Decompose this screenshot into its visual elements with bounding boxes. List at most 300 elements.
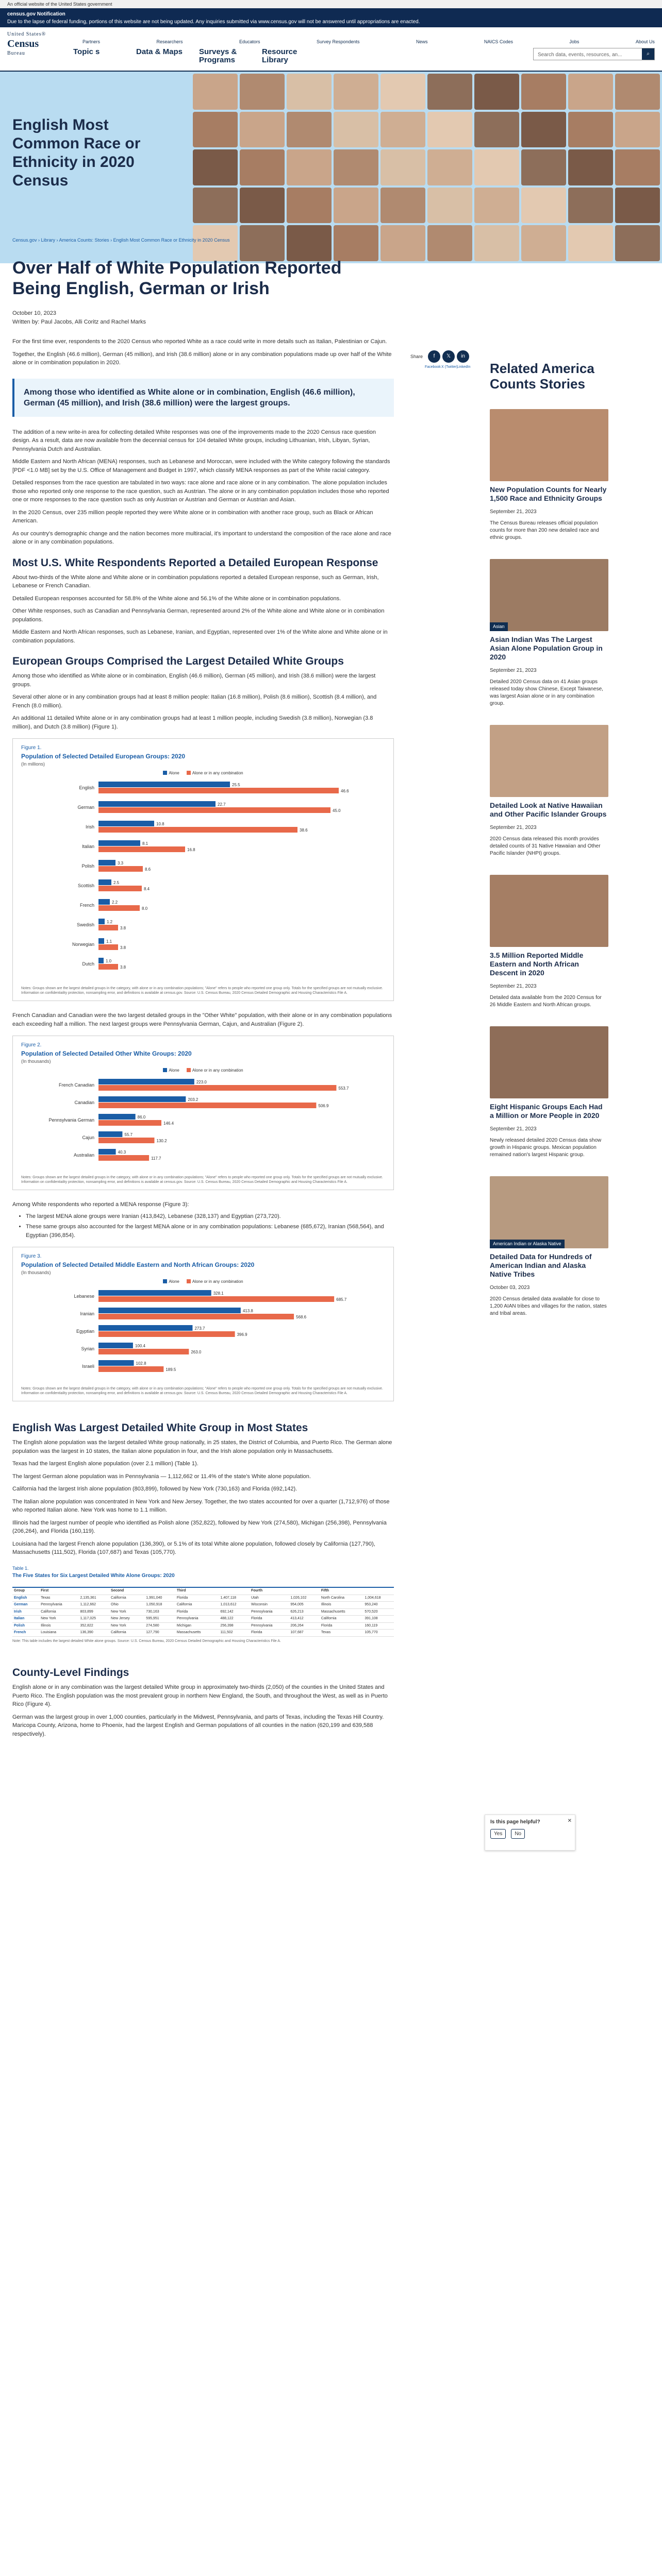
bar-combination xyxy=(98,944,118,950)
table-cell: Texas xyxy=(39,1595,78,1602)
hero-photo xyxy=(615,188,660,224)
table-cell: 2,135,361 xyxy=(78,1595,109,1602)
bar-alone xyxy=(98,899,110,905)
hero-photo xyxy=(474,74,519,110)
nav-surveys[interactable]: Surveys & Programs xyxy=(199,47,237,64)
category-label: Swedish xyxy=(76,922,94,927)
table-cell: Irish xyxy=(12,1608,39,1616)
figure-2 xyxy=(12,1036,394,1190)
data-label: 25.5 xyxy=(232,782,240,787)
official-text: An official website of the United States government xyxy=(7,2,112,7)
story-description: 2020 Census data released this month provides detailed counts of 31 Native Hawaiian and Other Pacific Islander (NHPI) groups. xyxy=(490,836,601,856)
notice-text: Due to the lapse of federal funding, portions of this website are not being updated. Any inquiries submitted via www.census.gov will not be answered until appropriations are enacted. xyxy=(7,19,420,25)
bar-alone xyxy=(98,919,105,924)
data-label: 8.1 xyxy=(142,841,148,846)
bar-alone xyxy=(98,801,216,807)
util-news[interactable]: News xyxy=(416,39,428,44)
data-label: 1.2 xyxy=(107,919,113,924)
bar-combination xyxy=(98,905,140,911)
table-cell: California xyxy=(39,1608,78,1616)
table-cell: Pennsylvania xyxy=(250,1622,289,1630)
util-naics[interactable]: NAICS Codes xyxy=(484,39,513,44)
article xyxy=(12,258,394,1738)
bar-combination xyxy=(98,1085,336,1091)
sidebar-title: Related America Counts Stories xyxy=(490,361,594,392)
hero-photo xyxy=(521,149,566,185)
category-label: Dutch xyxy=(82,961,94,967)
hero-photo xyxy=(474,149,519,185)
chart-legend xyxy=(21,1279,385,1285)
table-cell: Florida xyxy=(250,1616,289,1623)
bar-alone xyxy=(98,860,115,866)
bar-combination xyxy=(98,788,339,793)
bar-alone xyxy=(98,821,154,826)
story-card[interactable] xyxy=(490,725,608,857)
utility-nav xyxy=(82,39,655,46)
bar-combination xyxy=(98,1366,163,1372)
category-label: Norwegian xyxy=(72,941,94,947)
story-card[interactable] xyxy=(490,409,608,541)
hero-photo xyxy=(568,149,613,185)
story-title[interactable]: Detailed Data for Hundreds of American Indian and Alaska Native Tribes xyxy=(490,1252,592,1278)
table-header xyxy=(144,1587,175,1595)
bar-combination xyxy=(98,1331,235,1337)
paragraph: Other White responses, such as Canadian and Pennsylvania German, represented around 2% of the White alone and White alone or in combination populations. xyxy=(12,608,385,623)
legend-combo: Alone or in any combination xyxy=(187,770,243,776)
figure-label: Figure 3. xyxy=(21,1253,42,1259)
table-cell: 413,412 xyxy=(289,1616,320,1623)
hero-photo xyxy=(615,225,660,261)
bar-alone xyxy=(98,938,104,944)
hero-photo xyxy=(287,74,332,110)
data-label: 223.0 xyxy=(196,1079,207,1084)
story-tag: American Indian or Alaska Native xyxy=(490,1240,565,1249)
data-label: 3.3 xyxy=(118,860,124,866)
hero-photo xyxy=(380,225,425,261)
hero-photo xyxy=(193,112,238,148)
hero-photo xyxy=(427,188,472,224)
table-cell: 105,770 xyxy=(363,1630,394,1637)
hero-photo xyxy=(474,225,519,261)
story-title[interactable]: Eight Hispanic Groups Each Had a Million or More People in 2020 xyxy=(490,1103,603,1120)
paragraph: Together, the English (46.6 million), German (45 million), and Irish (38.6 million) alone or in any combination populations made up over half of the White alone or in combination population in 2020. xyxy=(12,351,392,366)
hero-photo xyxy=(334,112,378,148)
table-title: The Five States for Six Largest Detailed White Alone Groups: 2020 xyxy=(12,1573,175,1579)
util-educators[interactable]: Educators xyxy=(239,39,260,44)
data-label: 413.8 xyxy=(242,1308,253,1313)
hero-photo xyxy=(568,188,613,224)
figure-subtitle: (In thousands) xyxy=(21,1059,51,1064)
feedback-no-button[interactable]: No xyxy=(511,1829,525,1839)
search-icon[interactable]: ⌕ xyxy=(642,48,654,60)
hero-banner xyxy=(0,72,662,263)
hero-photo xyxy=(334,149,378,185)
paragraph: An additional 11 detailed White alone or in any combination groups had at least 1 million people, including Swedish (3.8 million), Norwegian (3.8 million), and Dutch (3.8 million) (Figure 1). xyxy=(12,715,373,730)
category-label: Italian xyxy=(81,843,94,849)
bar-alone xyxy=(98,1079,194,1084)
bar-combination xyxy=(98,1296,334,1302)
facebook-label: Facebook xyxy=(425,365,441,369)
article-title: Over Half of White Population Reported Being English, German or Irish xyxy=(12,258,342,298)
hero-photo xyxy=(334,74,378,110)
table-cell: California xyxy=(109,1630,144,1637)
data-table xyxy=(12,1587,394,1637)
table-cell: 1,026,102 xyxy=(289,1595,320,1602)
story-date: September 21, 2023 xyxy=(490,668,537,673)
category-label: Israeli xyxy=(81,1363,94,1369)
table-cell: 626,213 xyxy=(289,1608,320,1616)
data-label: 1.0 xyxy=(106,958,112,963)
hero-photo xyxy=(334,225,378,261)
hero-photo xyxy=(240,225,285,261)
hero-photo xyxy=(287,225,332,261)
hero-photo xyxy=(240,112,285,148)
util-about[interactable]: About Us xyxy=(635,39,655,44)
data-label: 8.4 xyxy=(144,886,150,891)
story-title[interactable]: Detailed Look at Native Hawaiian and Other Pacific Islander Groups xyxy=(490,801,607,818)
figure-1-chart xyxy=(21,778,382,979)
table-cell: Illinois xyxy=(39,1622,78,1630)
table-cell: 127,790 xyxy=(144,1630,175,1637)
category-label: Iranian xyxy=(80,1311,94,1316)
table-cell: 595,951 xyxy=(144,1616,175,1623)
story-card[interactable] xyxy=(490,559,608,707)
hero-photo xyxy=(380,74,425,110)
search-placeholder: Search data, events, resources, an... xyxy=(538,52,622,58)
bullet-item: • These same groups also accounted for the largest MENA alone or in any combination populations: Lebanese (685,672), Iranian (568,564), and Egyptian (396,854). xyxy=(26,1223,394,1240)
official-banner xyxy=(0,0,662,8)
bullet-list xyxy=(26,1212,394,1240)
figure-1 xyxy=(12,738,394,1001)
story-title[interactable]: 3.5 Million Reported Middle Eastern and North African Descent in 2020 xyxy=(490,951,584,977)
notification-banner xyxy=(0,8,662,27)
bar-combination xyxy=(98,1103,316,1108)
table-row xyxy=(12,1622,394,1630)
figure-subtitle: (In thousands) xyxy=(21,1270,51,1275)
logo-line2: Census xyxy=(7,38,39,49)
feedback-widget xyxy=(485,1815,575,1851)
table-header xyxy=(363,1587,394,1595)
paragraph: English alone or in any combination was the largest detailed White group in approximately two-thirds (2,050) of the counties in the United States and Puerto Rico. The English population was the most prevalent group in northern New England, the South, and throughout the West, as well as in Puerto Rico (Figure 4). xyxy=(12,1684,388,1707)
category-label: Canadian xyxy=(74,1099,94,1105)
table-cell: Michigan xyxy=(175,1622,219,1630)
data-label: 396.9 xyxy=(237,1332,247,1337)
x-twitter-icon[interactable]: 𝕏 xyxy=(442,350,455,363)
story-card[interactable] xyxy=(490,875,608,1009)
legend-alone: Alone xyxy=(163,770,179,776)
figure-notes: Notes: Groups shown are the largest detailed groups in the category, with alone or in any combination populations; "Alone" refers to people who reported one group only. Totals for the specified groups are not mutually exclusive. Information on confidentiality protection, nonsampling error, and definitions is available at census.gov. Source: U.S. Census Bureau, 2020 Census Detailed Demographic and Housing Characteristics File A. xyxy=(21,1176,383,1184)
table-cell: New York xyxy=(109,1608,144,1616)
data-label: 203.2 xyxy=(188,1097,198,1102)
hero-photo xyxy=(615,74,660,110)
figure-title: Population of Selected Detailed Middle Eastern and North African Groups: 2020 xyxy=(21,1261,255,1268)
table-cell: California xyxy=(109,1595,144,1602)
table-cell: 803,899 xyxy=(78,1608,109,1616)
table-cell: 692,142 xyxy=(219,1608,250,1616)
bar-combination xyxy=(98,866,143,872)
bar-alone xyxy=(98,840,140,846)
story-card[interactable] xyxy=(490,1176,608,1317)
table-cell: 1,004,618 xyxy=(363,1595,394,1602)
breadcrumb[interactable]: Census.gov › Library › America Counts: Stories › English Most Common Race or Ethnicity in 2020 Census xyxy=(12,238,230,243)
category-label: Egyptian xyxy=(76,1328,94,1334)
category-label: Scottish xyxy=(77,883,94,888)
bar-alone xyxy=(98,958,104,963)
table-cell: 730,163 xyxy=(144,1608,175,1616)
paragraph: In the 2020 Census, over 235 million people reported they were White alone or in combination with another race group, such as Black or African American. xyxy=(12,509,373,524)
logo-line3: Bureau xyxy=(7,50,25,56)
data-label: 130.2 xyxy=(156,1138,167,1143)
section-heading: Most U.S. White Respondents Reported a Detailed European Response xyxy=(12,556,378,569)
figure-2-chart xyxy=(21,1076,382,1168)
data-label: 100.4 xyxy=(135,1343,145,1348)
table-cell: Florida xyxy=(250,1630,289,1637)
bar-combination xyxy=(98,1314,294,1319)
site-header xyxy=(0,27,662,72)
table-cell: North Carolina xyxy=(320,1595,363,1602)
category-label: German xyxy=(77,804,94,810)
table-row xyxy=(12,1595,394,1602)
data-label: 102.8 xyxy=(136,1361,146,1366)
story-date: September 21, 2023 xyxy=(490,984,537,989)
hero-photo xyxy=(615,149,660,185)
table-cell: Pennsylvania xyxy=(39,1602,78,1609)
util-respondents[interactable]: Survey Respondents xyxy=(316,39,360,44)
table-cell: Florida xyxy=(175,1595,219,1602)
chart-legend xyxy=(21,770,385,776)
paragraph: California had the largest Irish alone population (803,899), followed by New York (730,163) and Florida (692,142). xyxy=(12,1486,297,1492)
table-cell: 206,264 xyxy=(289,1622,320,1630)
twitter-label: X (Twitter) xyxy=(441,365,458,369)
bar-combination xyxy=(98,964,118,970)
paragraph: Among White respondents who reported a MENA response (Figure 3): xyxy=(12,1201,189,1208)
data-label: 8.6 xyxy=(145,867,151,872)
bar-alone xyxy=(98,782,230,787)
util-jobs[interactable]: Jobs xyxy=(569,39,580,44)
table-cell: 391,108 xyxy=(363,1616,394,1623)
category-label: Irish xyxy=(85,824,94,829)
story-card[interactable] xyxy=(490,1026,608,1159)
figure-3 xyxy=(12,1247,394,1401)
hero-photo xyxy=(615,112,660,148)
util-researchers[interactable]: Researchers xyxy=(156,39,183,44)
paragraph: The addition of a new write-in area for collecting detailed White responses was one of the improvements made to the 2020 Census race question design. As a result, data are now available from the decennial census for 104 detailed White groups, including Lithuanian, Irish, Libyan, Syrian, Pennsylvania Dutch and Australian. xyxy=(12,429,376,452)
table-cell: Pennsylvania xyxy=(250,1608,289,1616)
feedback-yes-button[interactable]: Yes xyxy=(490,1829,506,1839)
bar-alone xyxy=(98,1308,241,1313)
category-label: Pennsylvania German xyxy=(48,1117,94,1123)
table-cell: 954,005 xyxy=(289,1602,320,1609)
table-cell: California xyxy=(175,1602,219,1609)
data-label: 189.5 xyxy=(166,1367,176,1372)
bar-combination xyxy=(98,886,142,891)
bullet-item: • The largest MENA alone groups were Iranian (413,842), Lebanese (328,137) and Egyptian (273,720). xyxy=(26,1212,394,1221)
table-note: Note: This table includes the largest detailed White alone groups. Source: U.S. Census Bureau, 2020 Census Detailed Demographic and Housing Characteristics File A. xyxy=(12,1639,281,1643)
category-label: Syrian xyxy=(81,1346,94,1351)
table-cell: English xyxy=(12,1595,39,1602)
story-image[interactable] xyxy=(490,1026,608,1098)
story-title[interactable]: Asian Indian Was The Largest Asian Alone Population Group in 2020 xyxy=(490,635,603,661)
paragraph: As our country's demographic change and the nation becomes more multiracial, it's important to understand the composition of the race alone and race alone or in any combination populations. xyxy=(12,530,391,545)
paragraph: Texas had the largest English alone population (over 2.1 million) (Table 1). xyxy=(12,1461,198,1467)
hero-photo xyxy=(193,188,238,224)
table-cell: 136,390 xyxy=(78,1630,109,1637)
table-cell: French xyxy=(12,1630,39,1637)
table-header xyxy=(289,1587,320,1595)
legend-alone: Alone xyxy=(163,1067,179,1074)
table-cell: 953,240 xyxy=(363,1602,394,1609)
paragraph: Illinois had the largest number of people who identified as Polish alone (352,822), followed by New York (274,580), Michigan (256,398), Pennsylvania (206,264), and Florida (160,119). xyxy=(12,1519,387,1534)
nav-data-maps[interactable]: Data & Maps xyxy=(136,47,183,56)
data-label: 22.7 xyxy=(218,802,226,807)
table-cell: Texas xyxy=(320,1630,363,1637)
hero-photo xyxy=(521,188,566,224)
feedback-question: Is this page helpful? xyxy=(490,1819,540,1825)
bar-alone xyxy=(98,1131,122,1137)
data-label: 40.3 xyxy=(118,1149,126,1155)
search-input[interactable] xyxy=(533,48,655,60)
bar-combination xyxy=(98,827,297,833)
linkedin-label: LinkedIn xyxy=(457,365,471,369)
table-cell: 1,050,918 xyxy=(144,1602,175,1609)
story-date: October 03, 2023 xyxy=(490,1285,530,1291)
census-logo[interactable] xyxy=(7,30,68,63)
table-cell: 352,822 xyxy=(78,1622,109,1630)
paragraph: Middle Eastern and North African (MENA) responses, such as Lebanese and Moroccan, were included with the White category following the standards [PDF <1.0 MB] set by the U.S. Office of Management and Budget in 1997, which classify MENA responses as part of the White racial category. xyxy=(12,459,390,473)
figure-title: Population of Selected Detailed European Groups: 2020 xyxy=(21,753,186,760)
paragraph: The largest German alone population was in Pennsylvania — 1,112,662 or 11.4% of the state's White alone population. xyxy=(12,1473,311,1480)
hero-photo xyxy=(521,225,566,261)
category-label: Australian xyxy=(73,1152,94,1158)
bar-alone xyxy=(98,1149,116,1155)
hero-photo-grid xyxy=(191,72,662,263)
bar-combination xyxy=(98,1349,189,1354)
story-title[interactable]: New Population Counts for Nearly 1,500 Race and Ethnicity Groups xyxy=(490,485,607,502)
table-cell: 488,122 xyxy=(219,1616,250,1623)
figure-notes: Notes: Groups shown are the largest detailed groups in the category, with alone or in any combination populations; "Alone" refers to people who reported one group only. Totals for the specified groups are not mutually exclusive. Information on confidentiality protection, nonsampling error, and definitions is available at census.gov. Source: U.S. Census Bureau, 2020 Census Detailed Demographic and Housing Characteristics File A. xyxy=(21,1387,383,1395)
story-date: September 21, 2023 xyxy=(490,825,537,831)
category-label: Polish xyxy=(81,863,94,869)
table-cell: New York xyxy=(39,1616,78,1623)
section-heading: County-Level Findings xyxy=(12,1667,129,1679)
story-image[interactable] xyxy=(490,559,608,631)
bar-alone xyxy=(98,1325,192,1331)
table-cell: Massachusetts xyxy=(175,1630,219,1637)
related-stories xyxy=(490,361,608,1317)
category-label: French xyxy=(79,902,94,908)
table-cell: New York xyxy=(109,1622,144,1630)
article-date: October 10, 2023 xyxy=(12,310,57,316)
hero-photo xyxy=(568,225,613,261)
story-image[interactable] xyxy=(490,725,608,797)
data-label: 146.4 xyxy=(163,1121,174,1126)
story-description: Detailed 2020 Census data on 41 Asian groups released today show Chinese, Except Taiwanese, was largest Asian alone or in any combination group. xyxy=(490,679,603,706)
figure-label: Figure 2. xyxy=(21,1042,42,1048)
data-label: 506.9 xyxy=(318,1103,329,1108)
bar-combination xyxy=(98,1120,161,1126)
hero-photo xyxy=(568,112,613,148)
table-cell: Florida xyxy=(175,1608,219,1616)
table-header: Third xyxy=(175,1587,219,1595)
data-label: 273.7 xyxy=(194,1326,205,1331)
data-label: 86.0 xyxy=(137,1114,146,1120)
nav-library[interactable]: Resource Library xyxy=(262,47,297,64)
hero-photo xyxy=(380,112,425,148)
data-label: 117.7 xyxy=(151,1156,161,1161)
figure-label: Figure 1. xyxy=(21,745,42,751)
table-row xyxy=(12,1616,394,1623)
story-description: Detailed data available from the 2020 Census for 26 Middle Eastern and North African groups. xyxy=(490,995,602,1008)
close-icon[interactable]: ✕ xyxy=(567,1818,572,1824)
table-cell: Louisiana xyxy=(39,1630,78,1637)
table-cell: 107,687 xyxy=(289,1630,320,1637)
chart-legend xyxy=(21,1067,385,1074)
category-label: French Canadian xyxy=(58,1082,94,1088)
section-heading: English Was Largest Detailed White Group in Most States xyxy=(12,1422,308,1434)
category-label: Lebanese xyxy=(74,1293,94,1299)
nav-topics[interactable]: Topic s xyxy=(73,47,100,56)
hero-photo xyxy=(240,149,285,185)
table-cell: 274,580 xyxy=(144,1622,175,1630)
table-cell: Ohio xyxy=(109,1602,144,1609)
logo-line1: United States® xyxy=(7,31,46,37)
figure-subtitle: (In millions) xyxy=(21,761,45,767)
table-cell: 256,398 xyxy=(219,1622,250,1630)
table-cell: 1,407,118 xyxy=(219,1595,250,1602)
legend-alone: Alone xyxy=(163,1279,179,1285)
category-label: Cajun xyxy=(82,1134,94,1140)
table-cell: California xyxy=(320,1616,363,1623)
figure-notes: Notes: Groups shown are the largest detailed groups in the category, with alone or in any combination populations; "Alone" refers to people who reported one group only. Totals for the specified groups are not mutually exclusive. Information on confidentiality protection, nonsampling error, and definitions is available at census.gov. Source: U.S. Census Bureau, 2020 Census Detailed Demographic and Housing Characteristics File A. xyxy=(21,987,383,995)
table-cell: Florida xyxy=(320,1622,363,1630)
hero-photo xyxy=(474,188,519,224)
story-description: Newly released detailed 2020 Census data show growth in Hispanic groups. Mexican population remained nation's largest Hispanic group. xyxy=(490,1138,602,1158)
table-cell: German xyxy=(12,1602,39,1609)
bar-alone xyxy=(98,1114,136,1120)
article-byline: Written by: Paul Jacobs, Alli Coritz and Rachel Marks xyxy=(12,318,146,325)
story-date: September 21, 2023 xyxy=(490,509,537,515)
paragraph: Several other alone or in any combination groups had at least 8 million people: Italian (16.8 million), Polish (8.6 million), Scottish (8.4 million), and French (8.0 million). xyxy=(12,694,377,709)
hero-photo xyxy=(334,188,378,224)
paragraph: For the first time ever, respondents to the 2020 Census who reported White as a race could write in more details such as Italian, Palestinian or Cajun. xyxy=(12,338,387,345)
bar-alone xyxy=(98,1290,211,1296)
legend-combo: Alone or in any combination xyxy=(187,1279,243,1285)
bar-combination xyxy=(98,1138,155,1143)
data-label: 263.0 xyxy=(191,1349,202,1354)
story-image[interactable] xyxy=(490,409,608,481)
table-header xyxy=(78,1587,109,1595)
section-heading: European Groups Comprised the Largest Detailed White Groups xyxy=(12,655,344,667)
table-cell: Utah xyxy=(250,1595,289,1602)
pull-quote: Among those who identified as White alone or in combination, English (46.6 million), German (45 million), and Irish (38.6 million) were the largest groups. xyxy=(12,379,394,417)
data-label: 2.2 xyxy=(112,900,118,905)
linkedin-icon[interactable]: in xyxy=(457,350,469,363)
hero-photo xyxy=(521,74,566,110)
paragraph: The Italian alone population was concentrated in New York and New Jersey. Together, the two states accounted for over a quarter (1,712,976) of those who reported Italian alone. New York was home to 1.1 million. xyxy=(12,1498,390,1513)
bar-combination xyxy=(98,807,330,813)
data-label: 45.0 xyxy=(333,808,341,813)
bar-combination xyxy=(98,1155,149,1161)
table-cell: Pennsylvania xyxy=(175,1616,219,1623)
paragraph: Louisiana had the largest French alone population (136,390), or 5.1% of its total White alone population, followed closely by California (127,790), Massachusetts (111,502), Florida (107,687) and Texas (105,770). xyxy=(12,1540,375,1555)
hero-photo xyxy=(380,188,425,224)
util-partners[interactable]: Partners xyxy=(82,39,101,44)
table-header: Fifth xyxy=(320,1587,363,1595)
facebook-icon[interactable]: f xyxy=(428,350,440,363)
story-image[interactable] xyxy=(490,1176,608,1248)
bar-alone xyxy=(98,1360,134,1366)
story-image[interactable] xyxy=(490,875,608,947)
